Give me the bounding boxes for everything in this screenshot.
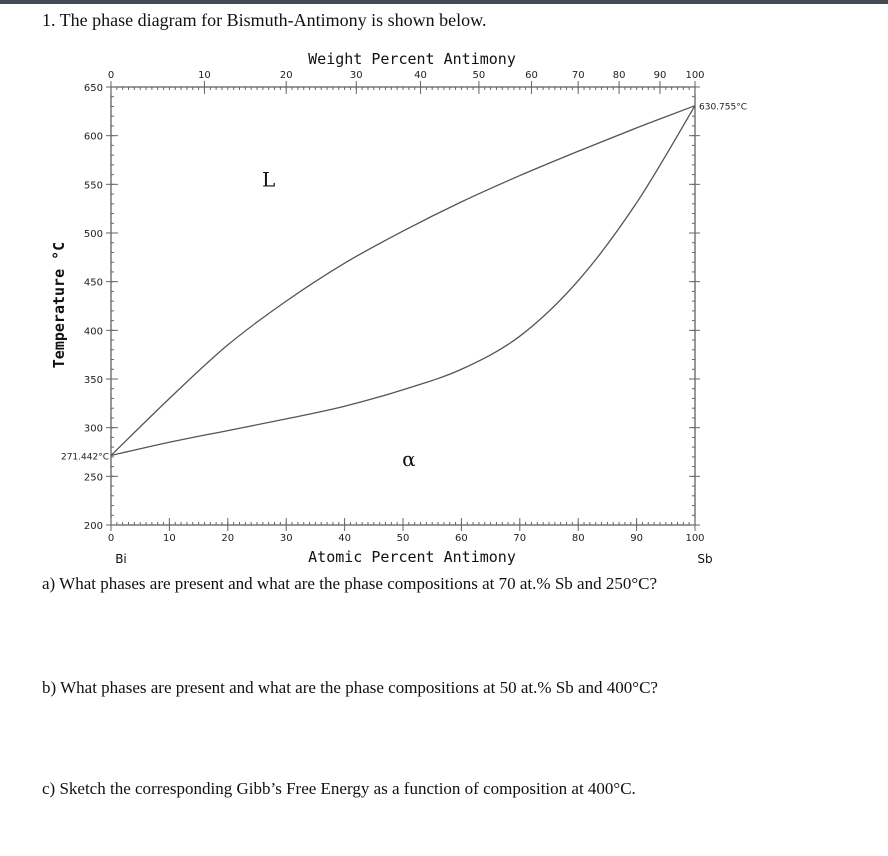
top-tick-label: 0 xyxy=(107,70,115,81)
y-tick-label: 200 xyxy=(83,521,103,532)
y-tick-label: 650 xyxy=(83,83,103,94)
top-tick-label: 60 xyxy=(525,70,538,81)
x-tick-label: 70 xyxy=(513,533,527,544)
top-tick-label: 40 xyxy=(414,70,427,81)
region-label: L xyxy=(262,167,276,192)
top-tick-label: 100 xyxy=(685,70,705,81)
top-tick-label: 70 xyxy=(571,70,585,81)
x-tick-label: 90 xyxy=(630,533,643,544)
question-c: c) Sketch the corresponding Gibb’s Free Energy as a function of composition at 400°C. xyxy=(42,779,636,798)
x-tick-label: 10 xyxy=(163,533,176,544)
bi-melting-point-label: 271.442°C xyxy=(60,452,109,463)
left-element-label: Bi xyxy=(115,552,127,566)
top-tick-label: 20 xyxy=(279,70,293,81)
phase-boundaries xyxy=(111,106,695,456)
region-label: α xyxy=(402,446,416,471)
y-tick-label: 350 xyxy=(83,375,103,386)
y-axis-title: Temperature °C xyxy=(50,241,68,369)
top-tick-label: 50 xyxy=(472,70,486,81)
x-tick-label: 50 xyxy=(396,533,410,544)
y-tick-label: 600 xyxy=(83,131,103,143)
y-tick-label: 550 xyxy=(83,180,103,192)
top-axis-title: Weight Percent Antimony xyxy=(308,50,516,68)
question-a: a) What phases are present and what are the phase compositions at 70 at.% Sb and 250°C? xyxy=(42,574,657,593)
liquidus-curve xyxy=(111,106,695,456)
annotations xyxy=(61,103,747,471)
top-tick-label: 90 xyxy=(653,70,667,81)
y-tick-label: 400 xyxy=(83,326,103,338)
x-tick-label: 20 xyxy=(221,533,235,544)
y-tick-label: 250 xyxy=(83,472,103,484)
x-tick-label: 30 xyxy=(279,533,293,544)
right-element-label: Sb xyxy=(697,552,713,566)
x-tick-label: 100 xyxy=(685,533,705,544)
y-tick-label: 500 xyxy=(83,229,103,240)
top-tick-label: 10 xyxy=(198,70,211,81)
tick-labels xyxy=(50,50,713,566)
sb-melting-point-label: 630.755°C xyxy=(699,102,748,113)
x-axis-title: Atomic Percent Antimony xyxy=(308,548,516,566)
x-tick-label: 40 xyxy=(338,533,351,544)
question-b: b) What phases are present and what are the phase compositions at 50 at.% Sb and 400°C? xyxy=(42,678,658,697)
x-tick-label: 60 xyxy=(455,533,468,544)
y-tick-label: 300 xyxy=(83,423,103,435)
y-tick-label: 450 xyxy=(83,277,103,289)
x-tick-label: 0 xyxy=(107,533,115,544)
x-tick-label: 80 xyxy=(571,533,585,544)
solidus-curve xyxy=(111,106,695,456)
top-tick-label: 80 xyxy=(612,70,626,81)
top-tick-label: 30 xyxy=(349,70,363,81)
problem-title: 1. The phase diagram for Bismuth-Antimony is shown below. xyxy=(42,10,487,30)
